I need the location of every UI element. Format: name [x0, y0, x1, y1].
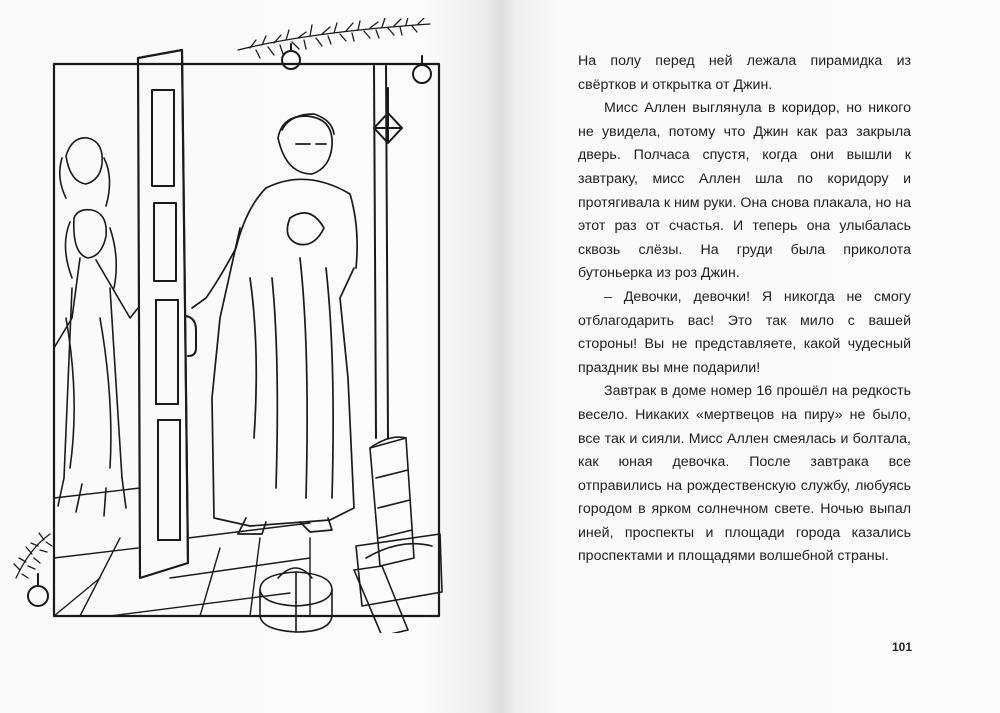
ornament-ball — [413, 65, 431, 83]
girls-figures — [54, 138, 138, 516]
paragraph-4: Завтрак в доме номер 16 прошёл на редкость весело. Никаких «мертвецов на пиру» не было, все так и сияли. Мисс Аллен смеялась и болтала, как юная девочка. После завтрака все отправились на рождественскую службу, любуясь городом в ярком солнечном свете. Ночью выпал иней, проспекты и площади города казались проспектами и площадями волшебной страны. — [578, 383, 911, 565]
illustration — [10, 18, 450, 633]
ornament-ball — [282, 51, 300, 69]
pine-branch-bottom — [14, 533, 52, 578]
woman-figure — [192, 114, 357, 534]
paragraph-1: На полу перед ней лежала пирамидка из свёртков и открытка от Джин. — [578, 53, 911, 93]
star-ornament — [374, 113, 402, 143]
gift-boxes — [260, 437, 442, 633]
right-page — [500, 0, 1000, 713]
checkered-floor — [54, 488, 310, 616]
paragraph-2: Мисс Аллен выглянула в коридор, но никого не увидела, потому что Джин как раз закрыла дверь. Полчаса спустя, когда они вышли к завтраку, мисс Аллен шла по коридору и протягивала к ним руки. Она снова плакала, но на этот раз от счастья. И теперь она улыбалась сквозь слёзы. На груди была приколота бутоньерка из роз Джин. — [578, 100, 911, 282]
pine-garland-top — [238, 18, 430, 58]
body-text — [578, 50, 911, 569]
page-number: 101 — [891, 640, 912, 654]
ornament-ball — [28, 586, 48, 606]
paragraph-3: – Девочки, девочки! Я никогда не смогу отблагодарить вас! Это так мило с вашей стороны! Вы не представляете, какой чудесный праздник вы мне подарили! — [578, 288, 911, 376]
